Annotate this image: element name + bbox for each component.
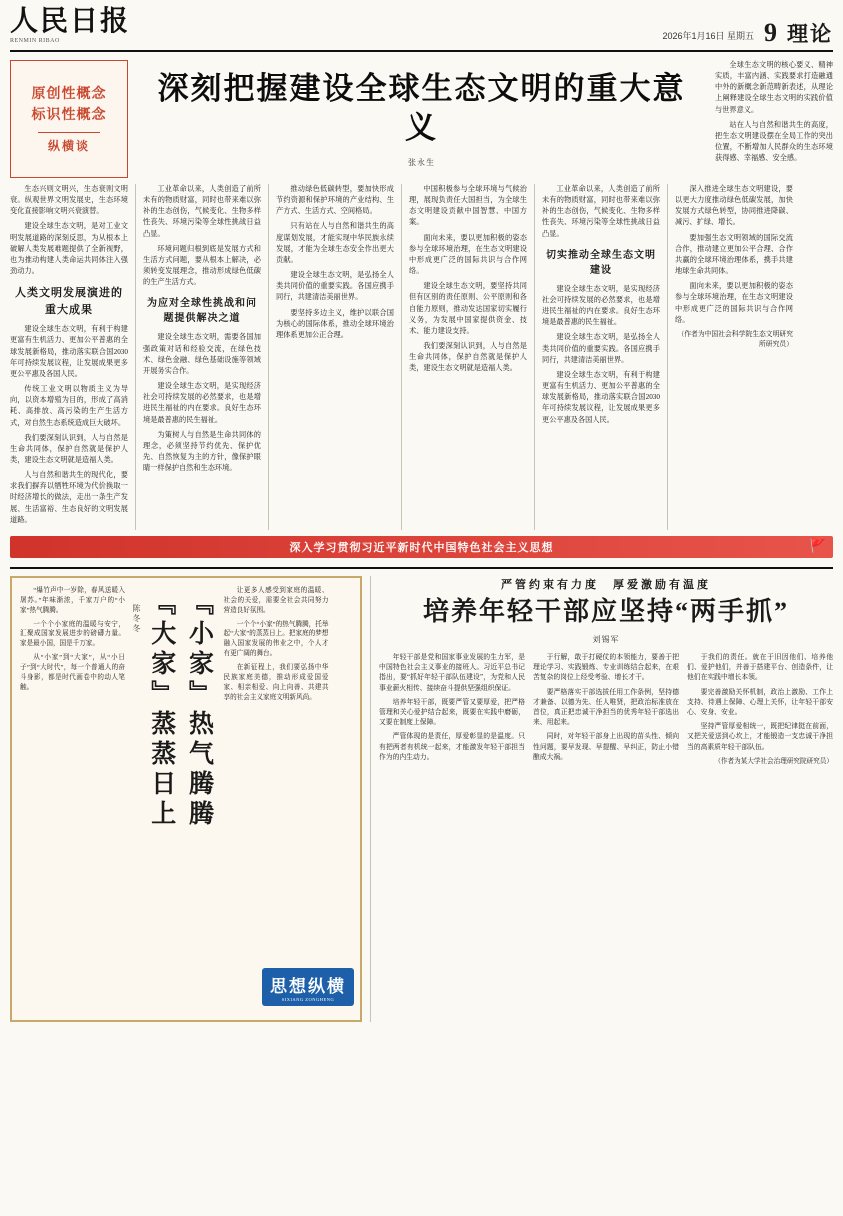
paragraph: 深入推进全球生态文明建设，要以更大力度推动绿色低碳发展，加快发展方式绿色转型，协同推进降碳、减污、扩绿、增长。 — [675, 185, 793, 227]
seal-subtext: SIXIANG ZONGHENG — [281, 996, 335, 1002]
paragraph: 我们要深刻认识到，人与自然是生命共同体，保护自然就是保护人类，建设生态文明就是造福人类。 — [409, 342, 527, 373]
bottom-section — [10, 576, 833, 1022]
campaign-banner — [10, 536, 833, 558]
feature-title-block — [131, 586, 218, 1012]
paragraph: 严管体现的是责任，厚爱彰显的是温度。只有把两者有机统一起来，才能激发年轻干部担当作为的内生动力。 — [379, 733, 525, 761]
story2-column-3 — [687, 653, 833, 1022]
paragraph: 只有站在人与自然和谐共生的高度谋划发展，才能实现中华民族永续发展，才能为全球生态安全作出更大贡献。 — [276, 222, 394, 264]
paragraph: 为策树人与自然是生命共同体的理念，必须坚持节约优先、保护优先、自然恢复为主的方针，像保护眼睛一样保护自然和生态环境。 — [143, 430, 261, 473]
story2-column-2 — [533, 653, 679, 1022]
paragraph: 站在人与自然和谐共生的高度，把生态文明建设摆在全局工作的突出位置，不断增加人民群众的生态环境获得感、幸福感、安全感。 — [715, 120, 833, 163]
paragraph: 培养年轻干部，既要严管又要厚爱，把严格管理和关心爱护结合起来，既要在实践中磨砺，又要在制度上保障。 — [379, 698, 525, 727]
paragraph: 我们要深刻认识到，人与自然是生命共同体，保护自然就是保护人类，建设生态文明就是造福人类。 — [10, 433, 128, 464]
paragraph: 建设全球生态文明，是弘扬全人类共同价值的重要实践。各国应携手同行，共建清洁美丽世界。 — [276, 271, 394, 302]
paragraph: 建设全球生态文明，是弘扬全人类共同价值的重要实践。各国应携手同行，共建清洁美丽世界。 — [542, 333, 660, 364]
column-divider — [401, 184, 402, 530]
author-note: （作者为中国社会科学院生态文明研究所研究员） — [677, 330, 793, 349]
column-divider — [667, 184, 668, 530]
publication-date: 2026年1月16日 星期五 — [662, 31, 754, 41]
paragraph: 建设全球生态文明，有利于构建更富有生机活力、更加公平普惠的全球发展新格局，推动落实联合国2030年可持续发展议程，让发展成果更多更公平惠及各国人民。 — [10, 325, 128, 378]
newspaper-logo — [10, 8, 130, 46]
promo-divider — [38, 132, 100, 133]
promo-box — [10, 60, 128, 178]
subheading-2: 为应对全球性挑战和问题提供解决之道 — [147, 298, 257, 325]
paragraph: 建设全球生态文明，要坚持共同但有区别的责任原则、公平原则和各自能力原则，推动发达国家切实履行义务，为发展中国家提供资金、技术、能力建设支持。 — [409, 282, 527, 335]
column-divider — [534, 184, 535, 530]
banner-text: 深入学习贯彻习近平新时代中国特色社会主义思想 — [289, 541, 554, 554]
paragraph: 建设全球生态文明，有利于构建更富有生机活力、更加公平普惠的全球发展新格局，推动落实联合国2030年可持续发展议程，让发展成果更多更公平惠及各国人民。 — [542, 370, 660, 424]
paragraph: 在新征程上，我们要弘扬中华民族家庭美德，推动形成爱国爱家、相亲相爱、向上向善、共建共享的社会主义家庭文明新风尚。 — [223, 664, 329, 701]
paragraph: “爆竹声中一岁除，春风送暖入屠苏。”年味渐浓，千家万户的“小家”热气腾腾。 — [20, 586, 125, 614]
logo-subtext: RENMIN RIBAO — [10, 38, 60, 44]
lead-col-6-top — [715, 60, 833, 178]
paragraph: 同时，对年轻干部身上出现的苗头性、倾向性问题，要早发现、早提醒、早纠正，防止小错酿成大祸。 — [533, 733, 679, 761]
secondary-article — [379, 576, 833, 1022]
column-3 — [276, 184, 394, 530]
story2-columns — [379, 653, 833, 1022]
paragraph: 环境问题归根到底是发展方式和生活方式问题，要从根本上解决，必须转变发展理念，推动形成绿色低碳的生产生活方式。 — [143, 244, 261, 287]
lead-headline-wrap — [135, 60, 708, 178]
paragraph: 要加强生态文明领域的国际交流合作，推动建立更加公平合理、合作共赢的全球环境治理体系，携手共建地球生命共同体。 — [675, 233, 793, 276]
story2-author-note: （作者为某大学社会治理研究院研究员） — [714, 757, 833, 765]
paragraph: 面向未来，要以更加积极的姿态参与全球环境治理，在生态文明建设中形成更广泛的国际共识与合作网络。 — [675, 282, 793, 324]
section-divider — [10, 567, 833, 569]
paragraph: 让更多人感受到家庭的温暖、社会的关爱，需要全社会共同努力营造良好氛围。 — [223, 586, 329, 614]
promo-line-3: 纵横谈 — [47, 139, 90, 153]
seal-text: 思想纵横 — [270, 976, 346, 996]
column-5 — [542, 184, 660, 530]
story2-byline: 刘锡军 — [592, 635, 620, 645]
paragraph: 于行解，敢于打硬仗的本领能力，要善于把理论学习、实践锻炼、专业训练结合起来，在艰苦复杂的岗位上经受考验、增长才干。 — [533, 654, 679, 682]
column-4 — [409, 184, 527, 530]
subheading-3: 切实推动全球生态文明建设 — [546, 249, 656, 276]
paragraph: 一个个小家庭的温暖与安宁，汇聚成国家发展进步的磅礴力量。家是最小国，国是千万家。 — [20, 620, 125, 648]
paragraph: 建设全球生态文明，是实现经济社会可持续发展的必然要求，也是增进民生福祉的内在要求。良好生态环境是最普惠的民生福祉。 — [143, 382, 261, 424]
logo-text: 人民日报 — [10, 6, 131, 37]
feature-text-col-1 — [20, 586, 125, 1012]
story2-title: 培养年轻干部应坚持“两手抓” — [422, 596, 789, 626]
page-number: 9 — [764, 18, 777, 47]
masthead-right — [662, 20, 833, 46]
column-divider — [135, 184, 136, 530]
paragraph: 人与自然和谐共生的现代化，要求我们摒弃以牺牲环境为代价换取一时经济增长的做法，走出一条生产发展、生活富裕、生态良好的文明发展道路。 — [10, 471, 128, 524]
paragraph: 传统工业文明以物质主义为导向，以资本增殖为目的，形成了高消耗、高排放、高污染的生产生活方式，对自然生态系统造成巨大破坏。 — [10, 385, 128, 427]
column-2 — [143, 184, 261, 530]
lead-byline: 张永生 — [408, 158, 435, 168]
paragraph: 一个个“小家”的热气腾腾，托举起“大家”的蒸蒸日上。把家庭的梦想融入国家发展的伟业之中，个人才有更广阔的舞台。 — [223, 620, 329, 658]
paragraph: 要坚持多边主义，维护以联合国为核心的国际体系，推动全球环境治理体系更加公正合理。 — [276, 308, 394, 339]
paragraph: 工业革命以来，人类创造了前所未有的物质财富，同时也带来难以弥补的生态创伤，气候变化、生物多样性丧失、环境污染等全球性挑战日益凸显。 — [143, 185, 261, 238]
feature-title-left: 『大家』蒸蒸日上 — [147, 589, 175, 830]
paragraph: 坚持严管厚爱相统一，既把纪律挺在前面，又把关爱送到心坎上，才能锻造一支忠诚干净担当的高素质年轻干部队伍。 — [687, 723, 833, 751]
article-columns — [10, 184, 833, 530]
flag-icon: 🚩 — [809, 537, 827, 553]
column-6 — [675, 184, 793, 530]
promo-line-2: 标识性概念 — [31, 108, 107, 123]
lead-headline: 深刻把握建设全球生态文明的重大意义 — [157, 70, 686, 145]
bottom-divider — [370, 576, 371, 1022]
story2-column-1 — [379, 653, 525, 1022]
column-seal — [262, 968, 354, 1006]
paragraph: 于我们的责任。就在于旧因他们、培养他们、爱护他们，并善于搭建平台、创造条件，让他们在实践中增长本领。 — [687, 654, 833, 682]
feature-text-col-2 — [224, 586, 329, 1012]
paragraph: 要完善激励关怀机制，政治上激励、工作上支持、待遇上保障、心理上关怀，让年轻干部安心、安身、安业。 — [687, 688, 833, 717]
lead-header-row — [10, 60, 833, 178]
paragraph: 建设全球生态文明，是对工业文明发展道路的深刻反思，为从根本上破解人类发展难题提供了全新视野，也为推动构建人类命运共同体注入强劲动力。 — [10, 222, 128, 276]
promo-line-1: 原创性概念 — [31, 87, 107, 102]
paragraph: 工业革命以来，人类创造了前所未有的物质财富，同时也带来难以弥补的生态创伤，气候变化、生物多样性丧失、环境污染等全球性挑战日益凸显。 — [542, 185, 660, 238]
column-1 — [10, 184, 128, 530]
paragraph: 推动绿色低碳转型，要加快形成节约资源和保护环境的产业结构、生产方式、生活方式、空间格局。 — [276, 185, 394, 216]
masthead — [10, 8, 833, 52]
paragraph: 中国积极参与全球环境与气候治理，展现负责任大国担当，为全球生态文明建设贡献中国智慧、中国方案。 — [409, 185, 527, 227]
feature-article — [10, 576, 362, 1022]
feature-byline: 陈冬冬 — [132, 603, 141, 634]
column-divider — [268, 184, 269, 530]
paragraph: 全球生态文明的核心要义、精神实质，丰富内涵、实践要求打造融通中外的新概念新范畴新表述，从理论上阐释建设全球生态文明的实践价值与世界意义。 — [715, 61, 833, 114]
feature-title-right: 『小家』热气腾腾 — [185, 589, 213, 830]
paragraph: 要严格落实干部选拔任用工作条例，坚持德才兼备、以德为先、任人唯贤，把政治标准放在首位，真正把忠诚干净担当的优秀年轻干部选出来、用起来。 — [533, 688, 679, 727]
subheading-1: 人类文明发展演进的重大成果 — [15, 287, 123, 316]
paragraph: 生态兴则文明兴，生态衰则文明衰。纵观世界文明发展史，生态环境变化直接影响文明兴衰演替。 — [10, 185, 128, 216]
section-title: 理论 — [787, 22, 833, 46]
paragraph: 从“小家”到“大家”，从“小日子”到“大时代”，每一个普通人的奋斗身影，都是时代画卷中的动人笔触。 — [20, 654, 125, 691]
story2-kicker: 严管约束有力度 厚爱激励有温度 — [501, 578, 711, 591]
paragraph: 建设全球生态文明，需要各国加强政策对话和经验交流，在绿色技术、绿色金融、绿色基础设施等领域开展务实合作。 — [143, 333, 261, 375]
paragraph: 建设全球生态文明，是实现经济社会可持续发展的必然要求，也是增进民生福祉的内在要求。良好生态环境是最普惠的民生福祉。 — [542, 284, 660, 327]
paragraph: 面向未来，要以更加积极的姿态参与全球环境治理，在生态文明建设中形成更广泛的国际共识与合作网络。 — [409, 233, 527, 276]
paragraph: 年轻干部是党和国家事业发展的生力军，是中国特色社会主义事业的接班人。习近平总书记指出，要“抓好年轻干部队伍建设”，为党和人民事业薪火相传、接续奋斗提供坚强组织保证。 — [379, 654, 525, 692]
